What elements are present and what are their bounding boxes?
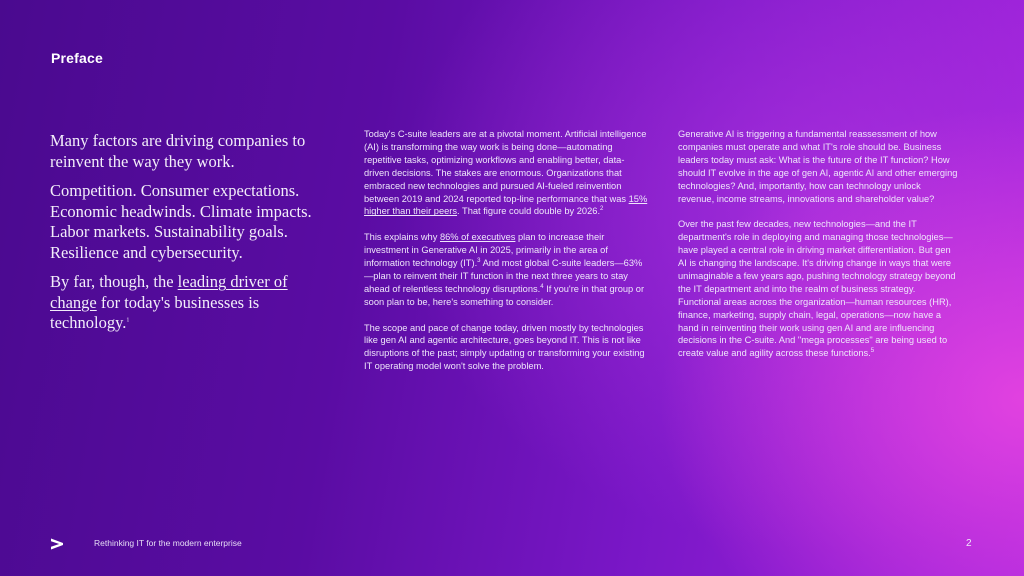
body-column-middle [364,128,649,386]
intro-paragraph-1: Many factors are driving companies to reinvent the way they work. [50,131,306,171]
footnote-ref[interactable]: 4 [540,283,544,290]
page-title: Preface [51,50,103,66]
body-paragraph [678,218,958,360]
page-number: 2 [966,538,972,549]
body-paragraph: The scope and pace of change today, driven mostly by technologies like gen AI and agentic architecture, goes beyond IT. This is not like disruptions of the past; simply updating or transforming your existing IT operating model won't solve the problem. [364,322,645,372]
footnote-ref[interactable]: 1 [126,317,130,324]
body-column-right [678,128,958,373]
accenture-chevron-icon [50,537,64,551]
footer-title: Rethinking IT for the modern enterprise [94,538,242,548]
intro-paragraph-3 [50,272,325,334]
intro-text: By far, though, the [50,272,178,291]
body-text: . That figure could double by 2026. [457,206,601,217]
footnote-ref[interactable]: 3 [477,257,481,264]
footnote-ref[interactable]: 5 [870,348,875,355]
intro-text: for today's businesses is technology. [50,292,260,332]
body-paragraph [364,128,649,218]
body-text: And most global C-suite leaders—63%—plan to reinvent their IT function in the next three years to stay ahead of relentless technology disruptions. [364,258,643,294]
leading-driver-link[interactable]: leading driver of change [50,272,288,312]
body-text: If you're in that group or soon plan to be, here's something to consider. [364,283,645,307]
peers-performance-link[interactable]: 15% higher than their peers [364,193,648,217]
body-text: Today's C-suite leaders are at a pivotal moment. Artificial intelligence (AI) is transforming the way work is being done—automating repetitive tasks, optimizing workflows and enabling better, data-driven decisions. The stakes are enormous. Organizations that embraced new technologies and pursued AI-fueled reinvention between 2019 and 2024 reported top-line performance that was [364,129,647,204]
intro-statement [50,131,325,343]
executives-stat-link[interactable]: 86% of executives [439,232,516,243]
footnote-ref[interactable]: 2 [600,206,604,213]
body-text: This explains why [364,232,440,243]
body-text: plan to increase their investment in Generative AI in 2025, primarily in the area of information technology (IT). [364,232,608,269]
body-text: Over the past few decades, new technologies—and the IT department's role in deploying and managing those technologies—have played a central role in driving market differentiation. But gen AI is changing the landscape. It's driving change in ways that were unimaginable a few years ago, pushing technology strategy beyond the IT department and into the realm of business strategy. Functional areas across the organization—human resources (HR), finance, marketing, supply chain, legal, operations—now have a hand in reinventing their work using gen AI and are influencing decisions in the C-suite. And "mega processes" are being used to create value and agility across these functions. [678,219,956,359]
body-paragraph [364,231,649,308]
body-paragraph: Generative AI is triggering a fundamental reassessment of how companies must operate and what IT's role should be. Business leaders today must ask: What is the future of the IT function? How should IT evolve in the age of gen AI, agentic AI and other emerging technologies? And, importantly, how can technology unlock revenue, income streams, innovations and shareholder value? [678,129,958,204]
intro-paragraph-2: Competition. Consumer expectations. Economic headwinds. Climate impacts. Labor markets. Sustainability goals. Resilience and cybersecurity. [50,181,312,262]
